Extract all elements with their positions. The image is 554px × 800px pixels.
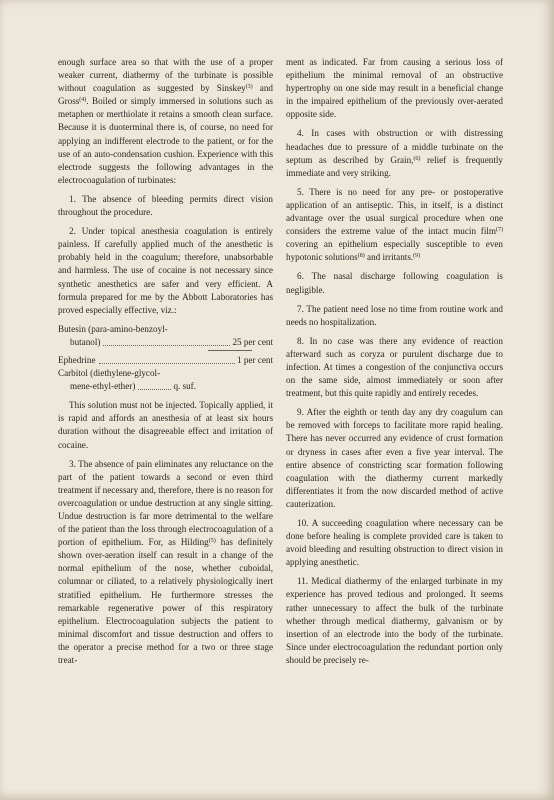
paragraph: 11. Medical diathermy of the enlarged turbinate in my experience has proved tedious and prolonged. It seems rather unnecessary to affect the bulk of the turbinate whether through medical diathermy, galvanism or by insertion of an electrode into the body of the turbinate. Since under electrocoagulation the redundant portion only should be precisely re- — [286, 576, 503, 665]
paragraph: 1. The absence of bleeding permits direct vision throughout the procedure. — [58, 193, 273, 218]
paragraph: 3. The absence of pain eliminates any reluctance on the part of the patient towards a second or even third treatment if necessary and, therefore, there is no reason for overcoagulation or undue destruction at any single sitting. Undue destruction is far more detrimental to the welfare of the patient than the loss through electrocoagulation of a portion of epithelium. For, as Hilding$^{(5)}$ has definitely shown over-aeration itself can result in a change of the normal epithelium of the nose, whether cuboidal, columnar or ciliated, to a relatively physiologically inert stratified epithelium. He furthermore stresses the remarkable regenerative power of this respiratory epithelium. Electrocoagulation subjects the patient to minimal discomfort and tissue destruction and offers to the operator a precise method for a two or three stage treat- — [58, 458, 273, 666]
paragraph: ment as indicated. Far from causing a serious loss of epithelium the minimal removal of an obstructive hypertrophy on one side may result in a beneficial change in the impaired epithelium of the previously over-aerated opposite side. — [286, 57, 503, 120]
paragraph: 7. The patient need lose no time from routine work and needs no hospitalization. — [286, 303, 503, 327]
formula-line: Carbitol (diethylene-glycol- — [58, 368, 161, 379]
right-column — [286, 56, 503, 673]
formula-line: Ephedrine 1 per cent — [58, 354, 273, 365]
paragraph: 2. Under topical anesthesia coagulation is entirely painless. If carefully applied much of the anesthetic is probably held in the coagulum; therefore, unabsorbable and harmless. The use of cocaine is not necessary since synthetic anesthetics are safer and very efficient. A formula prepared for me by the Abbott Laboratories has proved especially effective, viz.: — [58, 226, 273, 315]
left-column — [58, 56, 273, 673]
divider — [208, 350, 252, 351]
paragraph: This solution must not be injected. Topically applied, it is rapid and affords an anesthesia of at least six hours duration without the disagreeable effect and irritation of cocaine. — [58, 400, 273, 450]
paragraph: enough surface area so that with the use of a proper weaker current, diathermy of the turbinate is possible without coagulation as suggested by Sinskey$^{(3)}$ and Gross$^{(4)}$. Boiled or simply immersed in solutions such as metaphen or merthiolate it retains a smooth clean surface. Because it is duoterminal there is, of course, no need for applying an indifferent electrode to the patient, or for the use of an auto-condensation cushion. Experience with this electrode suggests the following advantages in the electrocoagulation of turbinates: — [58, 57, 273, 185]
paragraph: 6. The nasal discharge following coagulation is negligible. — [286, 271, 503, 295]
formula-line: butanol) 25 per cent — [70, 336, 273, 347]
paragraph: 10. A succeeding coagulation where necessary can be done before healing is complete provided care is taken to avoid bleeding and resulting obstruction to direct vision in applying anesthetic. — [286, 518, 503, 568]
formula-line: Butesin (para-amino-benzoyl- — [58, 323, 168, 334]
paragraph: 9. After the eighth or tenth day any dry coagulum can be removed with forceps to facilitate more rapid healing. There has never occurred any evidence of crust formation or dryness in cases after even a five year interval. The entire absence of constricting scar formation following coagulation with the diathermy current markedly differentiates it from the now discarded method of active cauterization. — [286, 407, 503, 509]
paragraph: 8. In no case was there any evidence of reaction afterward such as coryza or purulent discharge due to infection. At times a congestion of the conjunctiva occurs on the same side, almost immediately or soon after treatment, but this quite rapidly and entirely recedes. — [286, 335, 503, 399]
paragraph: 5. There is no need for any pre- or postoperative application of an antiseptic. This, in itself, is a distinct advantage over the usual surgical procedure when one considers the extreme value of the intact mucin film$^{(7)}$ covering an epithelium especially susceptible to even hypotonic solutions$^{(8)}$ and irritants.$^{(9)}$ — [286, 186, 503, 263]
formula — [58, 323, 273, 393]
paragraph: 4. In cases with obstruction or with distressing headaches due to pressure of a middle turbinate on the septum as described by Grain,$^{(6)}$ relief is frequently immediate and very striking. — [286, 128, 503, 178]
formula-line: mene-ethyl-ether) q. suf. — [70, 381, 196, 392]
